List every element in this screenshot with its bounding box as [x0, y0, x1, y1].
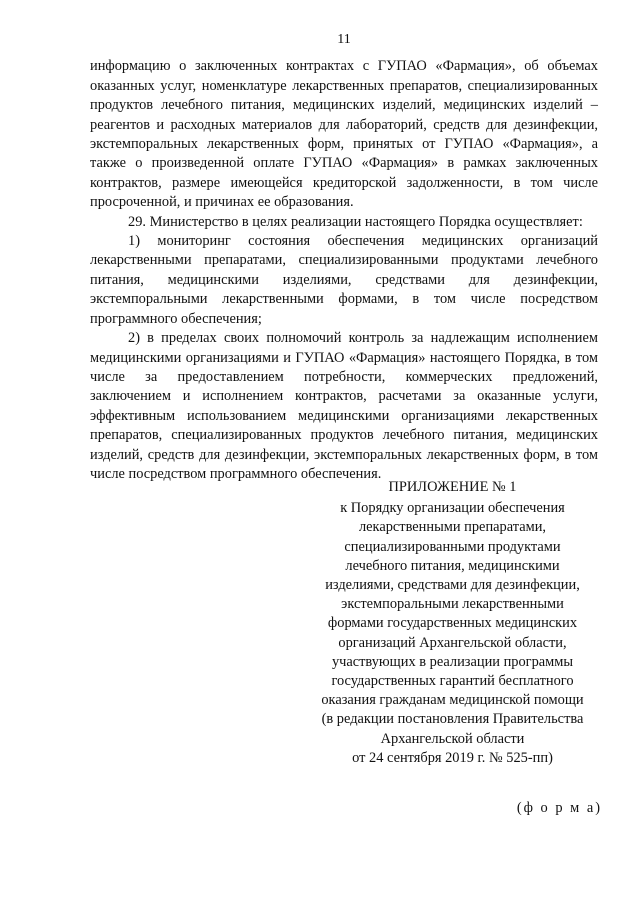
paragraph-29-item-2: 2) в пределах своих полномочий контроль за надлежащим исполнением медицинскими организациями и ГУПАО «Фармация» настоящего Порядка, в том числе за предоставлением потребности, коммерческих предложений, заключением и исполнением контрактов, расчетами за оказанные услуги, эффективным использованием медицинскими организациями лекарственных препаратов, специализированных продуктов лечебного питания, медицинских изделий, средств для дезинфекции, экстемпоральных лекарственных форм, в том числе посредством программного обеспечения. [90, 330, 598, 482]
appendix-line: специализированными продуктами [344, 538, 561, 555]
page-number: 11 [337, 32, 351, 47]
form-label: (ф о р м а) [516, 800, 602, 816]
appendix-line: оказания гражданам медицинской помощи [321, 692, 584, 709]
appendix-line: государственных гарантий бесплатного [331, 673, 574, 690]
paragraph-29-item-1: 1) мониторинг состояния обеспечения медицинских организаций лекарственными препаратами, специализированными продуктами лечебного питания, медицинскими изделиями, средствами для дезинфекции, экстемпоральными лекарственными формами, в том числе посредством программного обеспечения; [90, 233, 598, 327]
appendix-line: участвующих в реализации программы [331, 653, 574, 670]
paragraph-29: 29. Министерство в целях реализации настоящего Порядка осуществляет: [128, 213, 583, 230]
appendix-line: организаций Архангельской области, [338, 634, 567, 651]
appendix-line: формами государственных медицинских [327, 615, 578, 632]
appendix-line: от 24 сентября 2019 г. № 525-пп) [352, 749, 553, 766]
appendix-line: лекарственными препаратами, [358, 519, 546, 536]
appendix-line: к Порядку организации обеспечения [340, 500, 565, 517]
appendix-title: ПРИЛОЖЕНИЕ № 1 [388, 479, 517, 495]
document-page [90, 30, 598, 484]
appendix-line: (в редакции постановления Правительства [321, 711, 584, 728]
appendix-line: Архангельской области [380, 730, 525, 747]
appendix-line: изделиями, средствами для дезинфекции, [325, 577, 580, 594]
appendix-header [305, 478, 600, 768]
appendix-line: лечебного питания, медицинскими [345, 557, 560, 574]
appendix-line: экстемпоральными лекарственными [341, 596, 564, 613]
paragraph-contracts-info: информацию о заключенных контрактах с ГУПАО «Фармация», об объемах оказанных услуг, номенклатуре лекарственных препаратов, специализированных продуктов лечебного питания, медицинских изделий, медицинских изделий – реагентов и расходных материалов для лабораторий, средств для дезинфекции, экстемпоральных лекарственных форм, принятых от ГУПАО «Фармация», а также о произведенной оплате ГУПАО «Фармация» в рамках заключенных контрактов, размере имеющейся кредиторской задолженности, в том числе просроченной, и причинах ее образования. [90, 58, 598, 211]
